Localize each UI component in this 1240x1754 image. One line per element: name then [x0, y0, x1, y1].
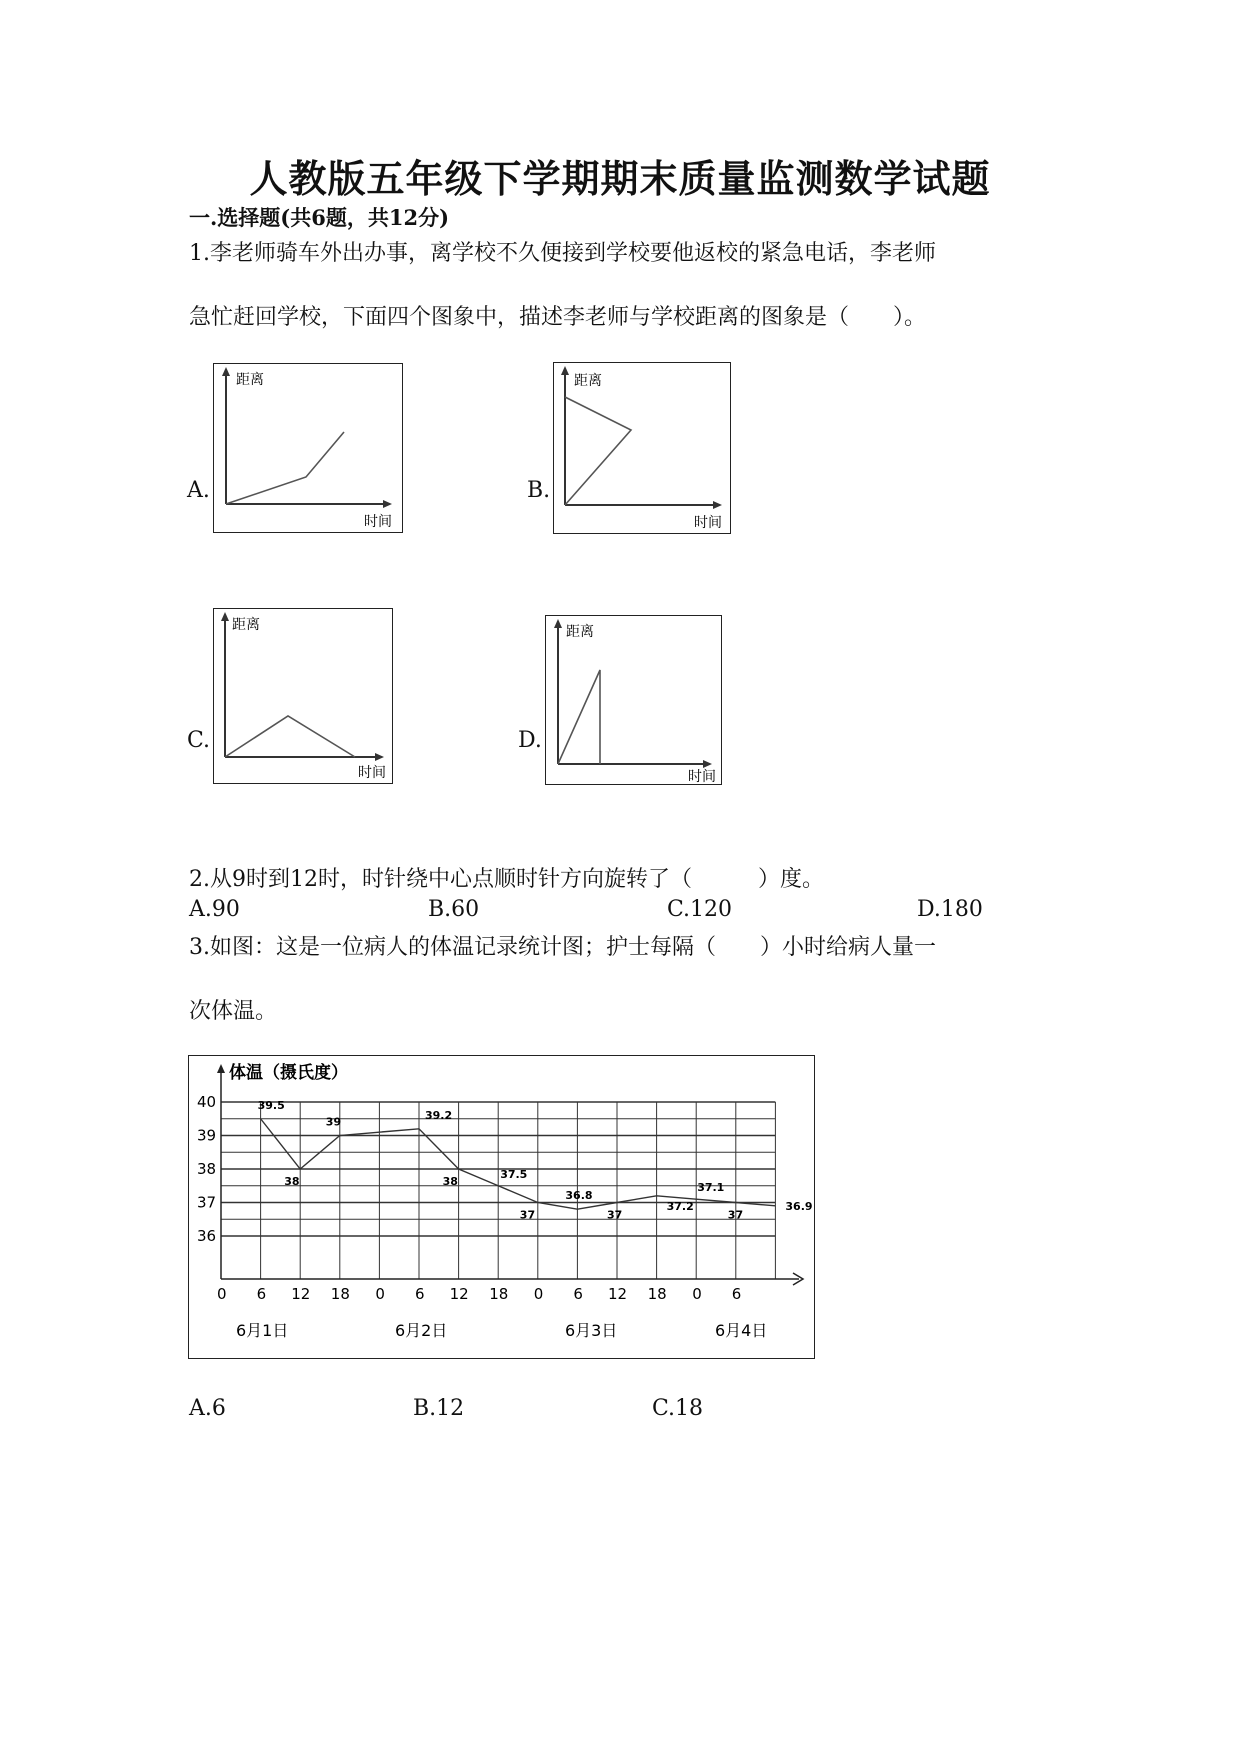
q2-option-b[interactable]: B.60	[428, 897, 480, 922]
q1-text-line2: 急忙赶回学校，下面四个图象中，描述李老师与学校距离的图象是（ ）。	[189, 305, 927, 330]
data-point-label: 39	[325, 1115, 342, 1129]
graph-a-svg	[214, 364, 402, 532]
x-axis-label: 时间	[358, 765, 386, 781]
x-axis-label: 时间	[694, 515, 722, 531]
y-axis-label: 距离	[232, 617, 260, 633]
x-tick-label: 18	[489, 1285, 509, 1303]
x-axis-arrow-icon	[383, 500, 392, 508]
q3-text-line1: 3.如图：这是一位病人的体温记录统计图；护士每隔（ ）小时给病人量一	[189, 935, 936, 960]
x-tick-label: 0	[375, 1285, 385, 1303]
temperature-chart-svg	[189, 1056, 814, 1358]
chart-x-ticks	[217, 1285, 741, 1303]
q3-option-b[interactable]: B.12	[413, 1396, 465, 1421]
y-tick-label: 39	[197, 1126, 217, 1145]
q3-option-a[interactable]: A.6	[189, 1396, 226, 1421]
data-point-label: 39.5	[257, 1098, 285, 1112]
graph-a-line	[226, 432, 344, 504]
y-tick-label: 37	[197, 1193, 217, 1212]
data-point-label: 38	[284, 1175, 300, 1188]
section-heading: 一.选择题(共6题，共12分)	[189, 205, 450, 230]
q1-graph-d	[545, 615, 722, 785]
q2-option-a[interactable]: A.90	[189, 897, 240, 922]
q1-option-a-label[interactable]: A.	[187, 478, 210, 503]
temperature-series-line	[261, 1119, 776, 1209]
q2-text: 2.从9时到12时，时针绕中心点顺时针方向旋转了（ ）度。	[189, 867, 824, 892]
q1-option-d-label[interactable]: D.	[518, 728, 542, 753]
q1-option-c-label[interactable]: C.	[187, 728, 211, 753]
q1-graph-b	[553, 362, 731, 534]
x-axis-arrow-icon	[703, 760, 712, 768]
x-tick-label: 6	[731, 1285, 742, 1303]
q3-text-line2: 次体温。	[189, 999, 278, 1024]
q1-graph-a	[213, 363, 403, 533]
x-axis-label: 时间	[364, 514, 392, 530]
graph-c-svg	[214, 609, 392, 783]
x-tick-label: 18	[330, 1285, 350, 1303]
day-label: 6月2日	[395, 1321, 448, 1340]
y-axis-arrow-icon	[222, 367, 230, 376]
x-tick-label: 18	[647, 1285, 667, 1303]
q1-text-line1: 1.李老师骑车外出办事，离学校不久便接到学校要他返校的紧急电话，李老师	[189, 241, 936, 266]
chart-y-ticks	[197, 1093, 216, 1245]
data-point-label: 37	[607, 1208, 623, 1222]
y-axis-arrow-icon	[561, 366, 569, 375]
q2-option-d[interactable]: D.180	[917, 897, 983, 922]
chart-y-axis-arrow-icon	[217, 1064, 225, 1073]
q1-option-b-label[interactable]: B.	[527, 478, 551, 503]
data-point-label: 37.1	[697, 1181, 725, 1195]
data-point-label: 36.8	[565, 1189, 593, 1203]
graph-c-line	[225, 716, 355, 757]
data-point-label: 37	[727, 1208, 744, 1222]
y-tick-label: 38	[197, 1160, 217, 1178]
x-tick-label: 6	[415, 1285, 425, 1303]
temperature-chart	[188, 1055, 815, 1359]
data-point-label: 36.9	[785, 1199, 813, 1213]
day-label: 6月4日	[715, 1321, 768, 1340]
x-tick-label: 12	[291, 1285, 311, 1303]
day-label: 6月1日	[236, 1321, 289, 1340]
x-axis-arrow-icon	[375, 753, 384, 761]
data-point-label: 37.2	[666, 1199, 694, 1213]
y-axis-arrow-icon	[554, 619, 562, 628]
x-tick-label: 6	[256, 1285, 267, 1303]
page-title: 人教版五年级下学期期末质量监测数学试题	[249, 156, 991, 201]
x-tick-label: 12	[608, 1285, 628, 1303]
chart-day-labels	[236, 1321, 767, 1340]
y-tick-label: 36	[197, 1227, 217, 1245]
graph-b-svg	[554, 363, 730, 533]
q2-option-c[interactable]: C.120	[667, 897, 733, 922]
x-tick-label: 0	[533, 1285, 544, 1303]
x-axis-arrow-icon	[713, 501, 722, 509]
y-axis-label: 距离	[574, 373, 602, 389]
data-point-label: 39.2	[425, 1108, 453, 1122]
q3-option-c[interactable]: C.18	[652, 1396, 704, 1421]
q1-graph-c	[213, 608, 393, 784]
chart-title: 体温（摄氏度）	[229, 1063, 348, 1083]
graph-b-line	[565, 397, 631, 505]
x-tick-label: 0	[217, 1285, 227, 1303]
x-tick-label: 6	[573, 1285, 583, 1303]
graph-d-svg	[546, 616, 721, 784]
x-tick-label: 12	[449, 1285, 469, 1303]
data-point-label: 37.5	[500, 1167, 528, 1181]
chart-grid	[221, 1102, 775, 1279]
day-label: 6月3日	[565, 1321, 618, 1340]
y-axis-label: 距离	[236, 372, 264, 388]
graph-d-line	[558, 670, 600, 764]
y-tick-label: 40	[197, 1093, 217, 1111]
data-point-label: 38	[442, 1175, 458, 1188]
x-tick-label: 0	[692, 1285, 702, 1303]
y-axis-label: 距离	[566, 624, 594, 640]
x-axis-label: 时间	[688, 769, 716, 784]
data-point-label: 37	[519, 1208, 536, 1222]
y-axis-arrow-icon	[221, 612, 229, 621]
